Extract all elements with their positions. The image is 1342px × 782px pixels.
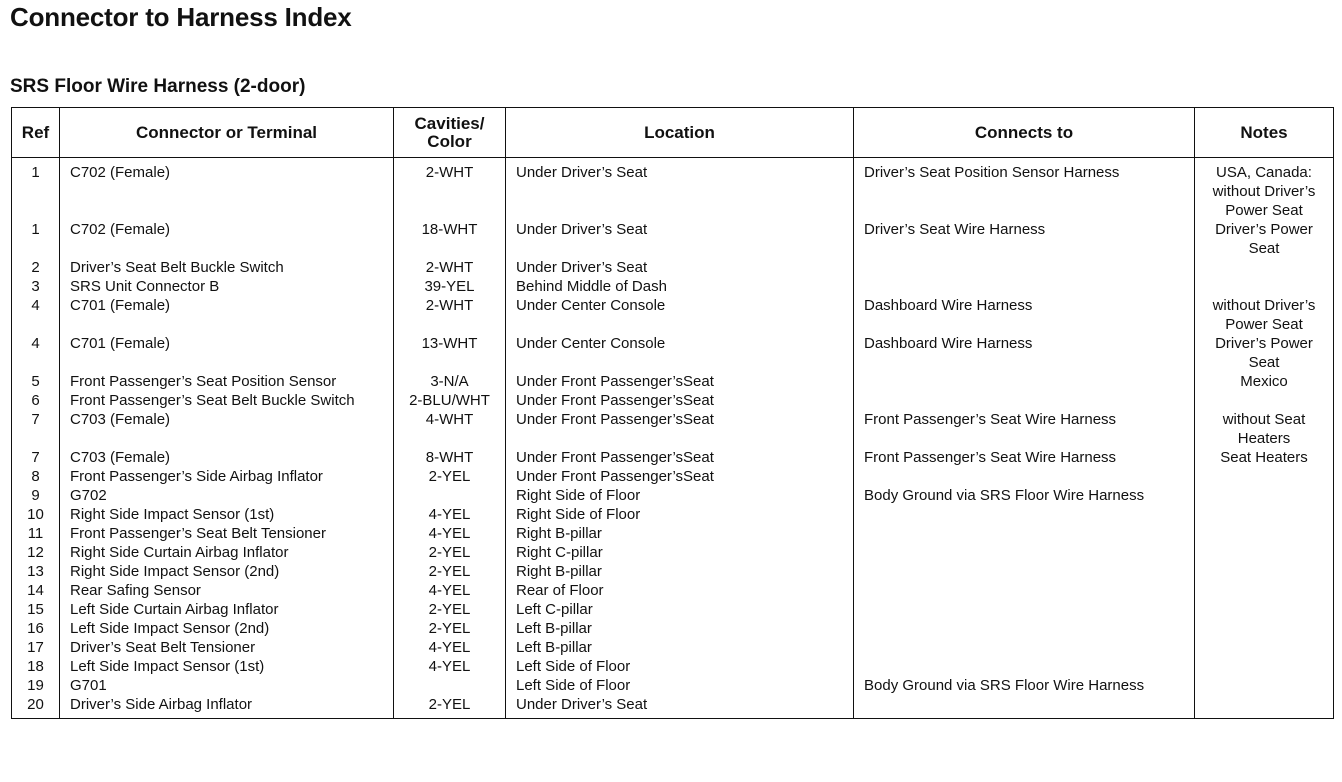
column-header-ref: Ref [12, 108, 60, 158]
cell-cavities: 4-WHT [394, 410, 506, 448]
cell-ref: 6 [12, 391, 60, 410]
cell-connects-to: Body Ground via SRS Floor Wire Harness [854, 676, 1195, 695]
cell-cavities: 2-BLU/WHT [394, 391, 506, 410]
cell-connector: C701 (Female) [60, 296, 394, 334]
cell-connector: SRS Unit Connector B [60, 277, 394, 296]
cell-cavities: 4-YEL [394, 657, 506, 676]
cell-connects-to [854, 543, 1195, 562]
table-row [12, 638, 1334, 657]
cell-notes: without Seat Heaters [1195, 410, 1334, 448]
cell-notes: Driver’s Power Seat [1195, 334, 1334, 372]
cell-connects-to [854, 581, 1195, 600]
cell-location: Right B-pillar [506, 524, 854, 543]
cell-connector: G702 [60, 486, 394, 505]
cell-notes [1195, 619, 1334, 638]
cell-ref: 3 [12, 277, 60, 296]
cell-notes [1195, 467, 1334, 486]
cell-notes [1195, 391, 1334, 410]
cell-location: Under Driver’s Seat [506, 258, 854, 277]
table-row [12, 372, 1334, 391]
cell-notes [1195, 581, 1334, 600]
table-row [12, 695, 1334, 719]
cell-connector: Front Passenger’s Seat Belt Tensioner [60, 524, 394, 543]
table-row [12, 543, 1334, 562]
cell-location: Right Side of Floor [506, 486, 854, 505]
cell-connects-to [854, 638, 1195, 657]
cell-ref: 10 [12, 505, 60, 524]
cell-connects-to [854, 505, 1195, 524]
cell-connector: Rear Safing Sensor [60, 581, 394, 600]
cell-cavities [394, 486, 506, 505]
cell-location: Left B-pillar [506, 638, 854, 657]
cell-location: Under Front Passenger’sSeat [506, 467, 854, 486]
table-row [12, 391, 1334, 410]
cell-ref: 1 [12, 158, 60, 221]
cell-ref: 7 [12, 410, 60, 448]
cell-notes [1195, 505, 1334, 524]
table-row [12, 600, 1334, 619]
table-row [12, 657, 1334, 676]
cell-notes [1195, 600, 1334, 619]
table-row [12, 486, 1334, 505]
cell-location: Left Side of Floor [506, 676, 854, 695]
cell-connects-to [854, 277, 1195, 296]
cell-notes [1195, 657, 1334, 676]
cell-location: Under Front Passenger’sSeat [506, 391, 854, 410]
cell-notes: without Driver’s Power Seat [1195, 296, 1334, 334]
cell-connector: G701 [60, 676, 394, 695]
column-header-connector: Connector or Terminal [60, 108, 394, 158]
cell-connects-to: Driver’s Seat Wire Harness [854, 220, 1195, 258]
connector-index-table [11, 107, 1334, 719]
cell-notes [1195, 258, 1334, 277]
cell-location: Under Driver’s Seat [506, 158, 854, 221]
table-row [12, 334, 1334, 372]
cell-connects-to [854, 524, 1195, 543]
column-header-location: Location [506, 108, 854, 158]
table-row [12, 562, 1334, 581]
cell-cavities: 2-WHT [394, 296, 506, 334]
cell-ref: 1 [12, 220, 60, 258]
cell-ref: 9 [12, 486, 60, 505]
cell-connects-to [854, 391, 1195, 410]
table-row [12, 448, 1334, 467]
cell-cavities: 3-N/A [394, 372, 506, 391]
cell-connector: C701 (Female) [60, 334, 394, 372]
table-row [12, 619, 1334, 638]
cell-connects-to [854, 467, 1195, 486]
cell-cavities: 2-YEL [394, 467, 506, 486]
section-title: SRS Floor Wire Harness (2-door) [10, 76, 306, 97]
column-header-notes: Notes [1195, 108, 1334, 158]
cell-location: Right B-pillar [506, 562, 854, 581]
cell-cavities: 2-WHT [394, 258, 506, 277]
table-row [12, 524, 1334, 543]
cell-connector: Driver’s Seat Belt Buckle Switch [60, 258, 394, 277]
table-row [12, 410, 1334, 448]
column-header-connects-to: Connects to [854, 108, 1195, 158]
cell-location: Left Side of Floor [506, 657, 854, 676]
cell-cavities: 2-YEL [394, 562, 506, 581]
cell-cavities: 13-WHT [394, 334, 506, 372]
table-row [12, 258, 1334, 277]
cell-ref: 20 [12, 695, 60, 719]
cell-location: Under Driver’s Seat [506, 220, 854, 258]
cell-location: Under Front Passenger’sSeat [506, 448, 854, 467]
cell-connector: Driver’s Side Airbag Inflator [60, 695, 394, 719]
table-row [12, 277, 1334, 296]
cell-notes [1195, 676, 1334, 695]
page-title: Connector to Harness Index [10, 2, 352, 32]
cell-notes [1195, 486, 1334, 505]
cell-notes: Mexico [1195, 372, 1334, 391]
cell-cavities: 4-YEL [394, 581, 506, 600]
cell-location: Right Side of Floor [506, 505, 854, 524]
cell-ref: 11 [12, 524, 60, 543]
table-row [12, 220, 1334, 258]
cell-connects-to [854, 657, 1195, 676]
cell-notes [1195, 695, 1334, 719]
table-row [12, 467, 1334, 486]
cell-notes: Seat Heaters [1195, 448, 1334, 467]
table-row [12, 296, 1334, 334]
cell-ref: 16 [12, 619, 60, 638]
cell-cavities: 4-YEL [394, 638, 506, 657]
cell-ref: 7 [12, 448, 60, 467]
cell-ref: 15 [12, 600, 60, 619]
cell-ref: 19 [12, 676, 60, 695]
cell-connects-to: Dashboard Wire Harness [854, 334, 1195, 372]
cell-connector: Right Side Impact Sensor (1st) [60, 505, 394, 524]
cell-ref: 14 [12, 581, 60, 600]
cell-cavities: 2-WHT [394, 158, 506, 221]
cell-connects-to: Dashboard Wire Harness [854, 296, 1195, 334]
cell-connects-to: Front Passenger’s Seat Wire Harness [854, 448, 1195, 467]
cell-connects-to [854, 258, 1195, 277]
cell-connector: Front Passenger’s Side Airbag Inflator [60, 467, 394, 486]
cell-connector: Left Side Curtain Airbag Inflator [60, 600, 394, 619]
cell-location: Under Center Console [506, 334, 854, 372]
cell-location: Under Front Passenger’sSeat [506, 372, 854, 391]
cell-connects-to: Body Ground via SRS Floor Wire Harness [854, 486, 1195, 505]
cell-connects-to [854, 619, 1195, 638]
cell-notes [1195, 524, 1334, 543]
cell-cavities: 2-YEL [394, 695, 506, 719]
cell-connector: Right Side Curtain Airbag Inflator [60, 543, 394, 562]
cell-cavities: 18-WHT [394, 220, 506, 258]
cell-connects-to: Front Passenger’s Seat Wire Harness [854, 410, 1195, 448]
cell-ref: 8 [12, 467, 60, 486]
cell-location: Under Driver’s Seat [506, 695, 854, 719]
cell-connector: Front Passenger’s Seat Position Sensor [60, 372, 394, 391]
cell-notes: Driver’s Power Seat [1195, 220, 1334, 258]
cell-connector: C703 (Female) [60, 448, 394, 467]
cell-connector: Left Side Impact Sensor (1st) [60, 657, 394, 676]
cell-location: Rear of Floor [506, 581, 854, 600]
cell-location: Right C-pillar [506, 543, 854, 562]
cell-ref: 12 [12, 543, 60, 562]
cell-ref: 2 [12, 258, 60, 277]
cell-cavities: 4-YEL [394, 505, 506, 524]
cell-location: Under Front Passenger’sSeat [506, 410, 854, 448]
cell-location: Left B-pillar [506, 619, 854, 638]
cell-connects-to [854, 562, 1195, 581]
cell-connector: Left Side Impact Sensor (2nd) [60, 619, 394, 638]
table-row [12, 676, 1334, 695]
cell-notes [1195, 638, 1334, 657]
cell-cavities: 2-YEL [394, 619, 506, 638]
cell-notes [1195, 543, 1334, 562]
cell-cavities: 8-WHT [394, 448, 506, 467]
cell-notes: USA, Canada: without Driver’s Power Seat [1195, 158, 1334, 221]
cell-cavities: 4-YEL [394, 524, 506, 543]
cell-location: Under Center Console [506, 296, 854, 334]
cell-connects-to [854, 372, 1195, 391]
cell-cavities: 2-YEL [394, 543, 506, 562]
cell-connects-to: Driver’s Seat Position Sensor Harness [854, 158, 1195, 221]
cell-location: Behind Middle of Dash [506, 277, 854, 296]
cell-connector: Driver’s Seat Belt Tensioner [60, 638, 394, 657]
cell-connector: Front Passenger’s Seat Belt Buckle Switch [60, 391, 394, 410]
cell-ref: 17 [12, 638, 60, 657]
table-row [12, 505, 1334, 524]
cell-ref: 4 [12, 334, 60, 372]
cell-ref: 4 [12, 296, 60, 334]
cell-notes [1195, 562, 1334, 581]
cell-cavities [394, 676, 506, 695]
cell-cavities: 2-YEL [394, 600, 506, 619]
cell-connector: C703 (Female) [60, 410, 394, 448]
table-header-row [12, 108, 1334, 158]
cell-connector: C702 (Female) [60, 158, 394, 221]
cell-ref: 13 [12, 562, 60, 581]
cell-connects-to [854, 600, 1195, 619]
table-body [12, 158, 1334, 719]
cell-cavities: 39-YEL [394, 277, 506, 296]
cell-ref: 18 [12, 657, 60, 676]
cell-location: Left C-pillar [506, 600, 854, 619]
column-header-cavities: Cavities/ Color [394, 108, 506, 158]
table-row [12, 158, 1334, 221]
cell-connector: Right Side Impact Sensor (2nd) [60, 562, 394, 581]
table-row [12, 581, 1334, 600]
cell-ref: 5 [12, 372, 60, 391]
cell-notes [1195, 277, 1334, 296]
cell-connects-to [854, 695, 1195, 719]
cell-connector: C702 (Female) [60, 220, 394, 258]
